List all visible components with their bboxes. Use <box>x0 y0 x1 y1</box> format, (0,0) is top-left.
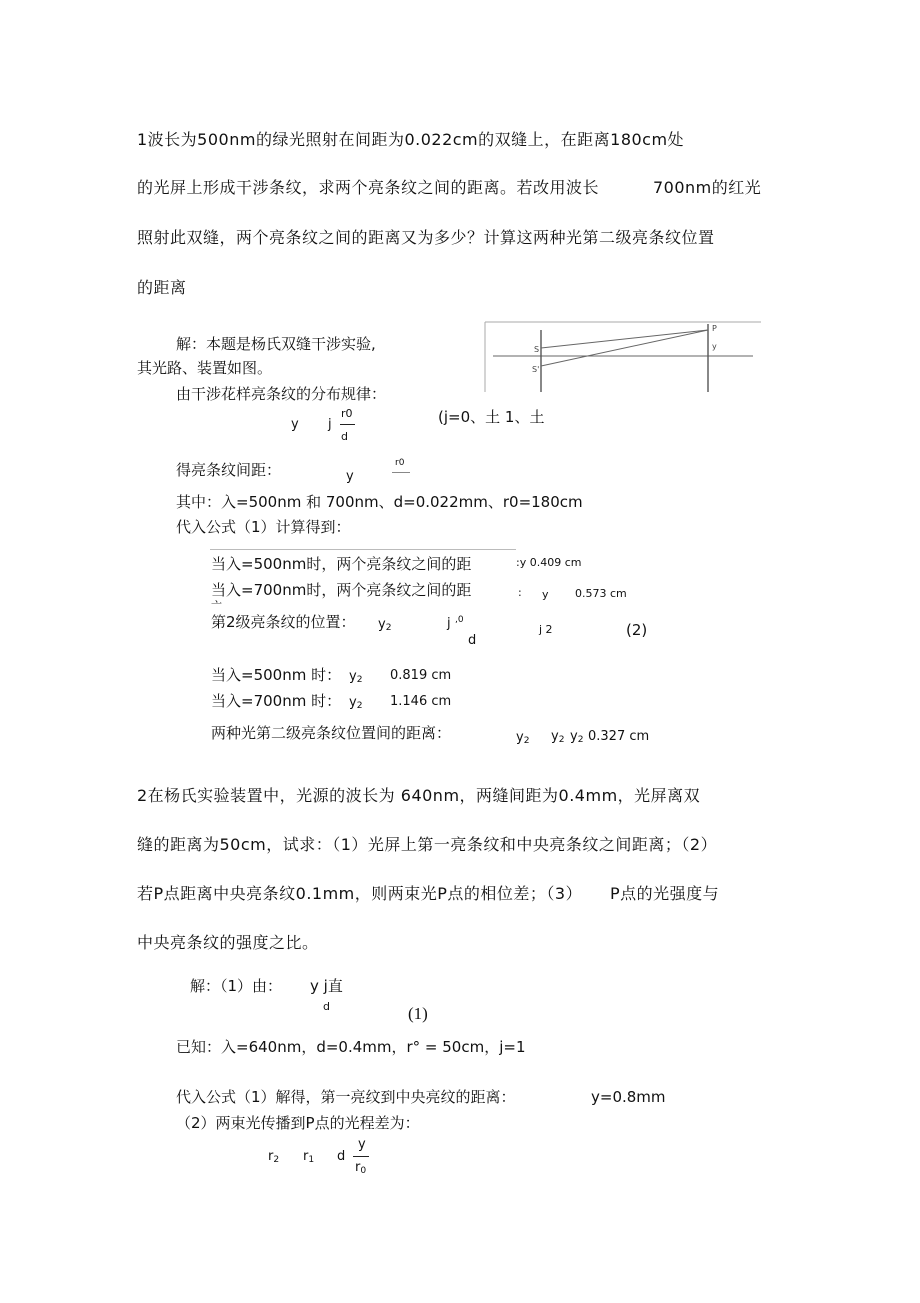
formula1-j: j <box>328 417 332 432</box>
problem1-line4: 的距离 <box>137 278 187 297</box>
formula1-numerator: r0 <box>341 407 353 420</box>
distribution-rule: 由干涉花样亮条纹的分布规律： <box>176 385 387 403</box>
path-r1: $r_1$ <box>303 1149 315 1165</box>
result2-text: 当入=700nm时，两个亮条纹之间的距 <box>211 581 472 599</box>
spacing-label: 得亮条纹间距： <box>176 461 282 479</box>
formula1-condition: (j=0、土 1、土 <box>438 408 545 426</box>
path-denominator: $r_0$ <box>355 1160 367 1176</box>
second-order-j2: j 2 <box>539 623 553 636</box>
problem1-line1: 1波长为500nm的绿光照射在间距为0.022cm的双缝上，在距离180cm处 <box>137 130 685 149</box>
given-values: 其中：入=500nm 和 700nm、d=0.022mm、r0=180cm <box>176 493 583 511</box>
result2-y: y <box>542 588 549 601</box>
second-order-label: 第2级亮条纹的位置： <box>211 613 356 631</box>
position1-y: $y_2$ <box>349 669 363 685</box>
substitute-line: 代入公式（1）计算得到： <box>176 518 351 536</box>
result-text: 代入公式（1）解得，第一亮纹到中央亮纹的距离： <box>176 1088 516 1106</box>
position2-value: 1.146 cm <box>390 694 452 709</box>
result1-text: 当入=500nm时，两个亮条纹之间的距 <box>211 555 472 573</box>
diagram-label-p: P <box>712 324 717 333</box>
problem1-line2a: 的光屏上形成干涉条纹，求两个亮条纹之间的距离。若改用波长 <box>137 178 600 197</box>
distance-y2-a: $y_2$ <box>516 730 530 746</box>
diagram-label-s2: S' <box>532 365 540 374</box>
second-order-y: $y_2$ <box>378 617 392 633</box>
second-order-j: j <box>447 616 451 631</box>
path-r2: $r_2$ <box>268 1149 280 1165</box>
problem2-line3b: P点的光强度与 <box>610 884 720 903</box>
solution2-formula: y j直 <box>310 977 343 995</box>
problem2-line2: 缝的距离为50cm，试求：（1）光屏上第一亮条纹和中央亮条纹之间距离；（2） <box>137 835 718 854</box>
result1-value: :y 0.409 cm <box>516 556 582 569</box>
result2-value: 0.573 cm <box>575 587 627 600</box>
position1-value: 0.819 cm <box>390 668 452 683</box>
distance-value: 0.327 cm <box>588 729 650 744</box>
double-slit-diagram <box>483 318 763 394</box>
problem2-line4: 中央亮条纹的强度之比。 <box>137 933 319 952</box>
position1-text: 当入=500nm 时： <box>211 666 342 684</box>
diagram-label-y: y <box>712 342 717 351</box>
result2-colon: : <box>518 586 522 599</box>
problem2-line3a: 若P点距离中央亮条纹0.1mm，则两束光P点的相位差；（3） <box>137 884 583 903</box>
problem1-line2b: 700nm的红光 <box>653 178 762 197</box>
result-value: y=0.8mm <box>591 1088 666 1106</box>
solution2-formula-d: d <box>323 1000 330 1013</box>
solution1-intro: 解：本题是杨氏双缝干涉实验, <box>176 335 376 353</box>
result2-overflow-glyph: 亠 <box>211 600 222 607</box>
position2-y: $y_2$ <box>349 695 363 711</box>
equation-number-2: (2) <box>626 621 648 639</box>
problem1-line3: 照射此双缝，两个亮条纹之间的距离又为多少？计算这两种光第二级亮条纹位置 <box>137 228 715 247</box>
diagram-label-s1: S <box>534 345 540 354</box>
known-values: 已知：入=640nm，d=0.4mm，r° = 50cm，j=1 <box>176 1038 526 1056</box>
formula1-y: y <box>291 417 299 432</box>
problem2-line1: 2在杨氏实验装置中，光源的波长为 640nm，两缝间距为0.4mm，光屏离双 <box>137 786 701 805</box>
path-d: d <box>337 1149 346 1164</box>
formula1-fraction-bar <box>340 424 355 425</box>
solution2-part1-label: 解：（1）由： <box>190 977 283 995</box>
distance-y2-b: $y_2$ <box>551 729 565 745</box>
path-fraction-bar <box>353 1156 369 1157</box>
part2-heading: （2）两束光传播到P点的光程差为： <box>176 1114 420 1132</box>
divider-line <box>210 549 516 550</box>
second-order-sup: ,0 <box>455 615 464 625</box>
formula1-denominator: d <box>341 430 348 443</box>
path-numerator: y <box>358 1137 366 1152</box>
spacing-y: y <box>346 469 354 484</box>
distance-y2-c: $y_2$ <box>570 729 584 745</box>
equation-number-1: (1) <box>408 1004 428 1023</box>
spacing-fraction-bar <box>392 472 410 473</box>
solution1-intro-2: 其光路、装置如图。 <box>137 359 273 377</box>
position2-text: 当入=700nm 时： <box>211 692 342 710</box>
spacing-numerator: r0 <box>395 458 405 468</box>
distance-text: 两种光第二级亮条纹位置间的距离： <box>211 724 452 742</box>
second-order-d: d <box>468 633 477 648</box>
